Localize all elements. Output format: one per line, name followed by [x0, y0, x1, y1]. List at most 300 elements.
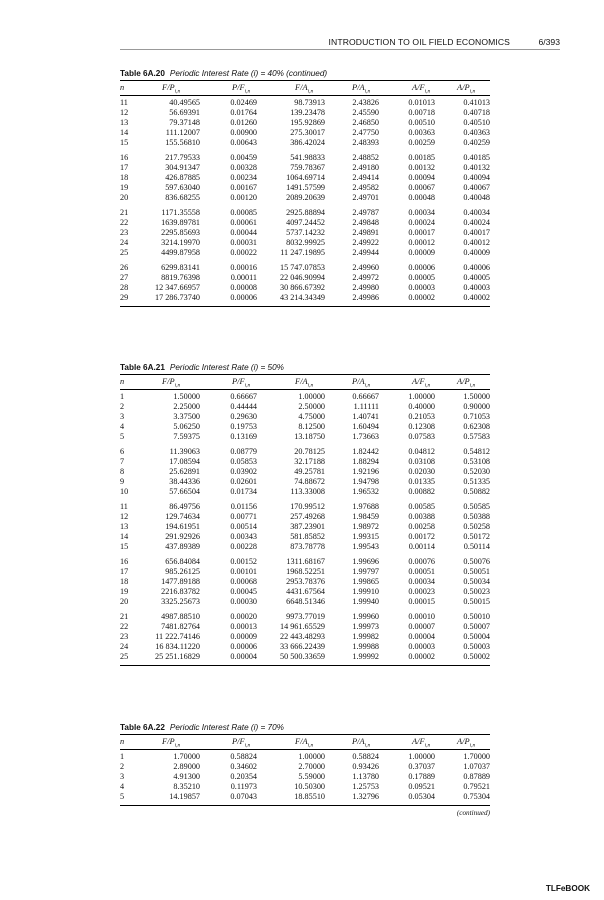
table-cell: 0.00004 — [230, 652, 257, 661]
table-cell: 14.19857 — [169, 792, 200, 801]
table-cell: 0.00004 — [408, 632, 435, 641]
table-cell: 2.50000 — [298, 402, 325, 411]
table-cell: 2953.78376 — [286, 577, 325, 586]
table-cell: 26 — [120, 263, 129, 272]
table-cell: 12 347.66957 — [154, 283, 200, 292]
table-cell: 0.00185 — [408, 153, 435, 162]
column-header-subscript: i,n — [244, 382, 251, 389]
table-cell: 5.06250 — [173, 422, 200, 431]
table-cell: 6648.51346 — [286, 597, 325, 606]
table-title: Periodic Interest Rate (i) = 70% — [169, 723, 284, 732]
table-cell: 1.99315 — [352, 532, 379, 541]
table-cell: 0.03108 — [408, 457, 435, 466]
table-cell: 0.00006 — [230, 642, 257, 651]
table-cell: 25 251.16829 — [154, 652, 200, 661]
table-cell: 291.92926 — [165, 532, 200, 541]
table-cell: 0.00259 — [408, 138, 435, 147]
table-cell: 0.00003 — [408, 283, 435, 292]
table-cell: 24 — [120, 238, 129, 247]
table-cell: 0.00010 — [408, 612, 435, 621]
table-cell: 0.52030 — [463, 467, 490, 476]
table-cell: 0.87889 — [463, 772, 490, 781]
column-header-subscript: i,n — [424, 382, 431, 389]
table-cell: 20.78125 — [294, 447, 325, 456]
table-cell: 0.40510 — [463, 118, 490, 127]
table-cell: 14 — [120, 128, 129, 137]
table-cell: 4499.87958 — [161, 248, 200, 257]
table-cell: 1.99992 — [352, 652, 379, 661]
table-cell: 0.00718 — [408, 108, 435, 117]
continued-note: (continued) — [456, 809, 490, 817]
table-bottom-rule — [120, 306, 490, 307]
table-cell: 1.00000 — [408, 752, 435, 761]
table-cell: 0.66667 — [230, 392, 257, 401]
table-cell: 0.00006 — [408, 263, 435, 272]
table-cell: 0.50076 — [463, 557, 490, 566]
table-cell: 0.09521 — [408, 782, 435, 791]
table-cell: 1639.89781 — [161, 218, 200, 227]
table-row — [120, 412, 490, 422]
table-cell: 30 866.67392 — [279, 283, 325, 292]
table-cell: 16 — [120, 557, 129, 566]
table-cell: 656.84084 — [165, 557, 200, 566]
table-cell: 0.40024 — [463, 218, 490, 227]
table-cell: 0.04812 — [408, 447, 435, 456]
table-6a21 — [120, 361, 490, 666]
table-cell: 50 500.33659 — [279, 652, 325, 661]
table-cell: 33 666.22439 — [279, 642, 325, 651]
table-cell: 541.98833 — [290, 153, 325, 162]
column-header-subscript: i,n — [424, 88, 431, 95]
table-cell: 2.49848 — [352, 218, 379, 227]
table-cell: 0.12308 — [408, 422, 435, 431]
table-cell: 0.37037 — [408, 762, 435, 771]
table-cell: 1.73663 — [352, 432, 379, 441]
table-cell: 0.01013 — [408, 98, 435, 107]
table-cell: 0.00343 — [230, 532, 257, 541]
table-row — [120, 98, 490, 108]
table-cell: 0.00068 — [230, 577, 257, 586]
table-label: Table 6A.21 — [120, 363, 165, 372]
page-number: 6/393 — [538, 37, 560, 47]
column-header-label: P/A — [352, 737, 365, 746]
table-cell: 4.91300 — [173, 772, 200, 781]
table-cell: 24 — [120, 642, 129, 651]
table-cell: 1.97688 — [352, 502, 379, 511]
table-cell: 0.75304 — [463, 792, 490, 801]
table-cell: 0.00009 — [408, 248, 435, 257]
table-cell: 1.25753 — [352, 782, 379, 791]
table-row — [120, 193, 490, 203]
table-row — [120, 248, 490, 258]
table-row — [120, 772, 490, 782]
table-cell: 1.99973 — [352, 622, 379, 631]
table-cell: 0.00067 — [408, 183, 435, 192]
table-row — [120, 597, 490, 607]
table-cell: 0.40006 — [463, 263, 490, 272]
column-header — [352, 737, 370, 749]
table-cell: 22 443.48293 — [279, 632, 325, 641]
table-cell: 8.12500 — [298, 422, 325, 431]
row-group — [120, 96, 490, 151]
column-header — [412, 83, 430, 95]
table-cell: 1477.89188 — [161, 577, 200, 586]
column-header-label: F/P — [162, 377, 175, 386]
table-cell: 0.54812 — [463, 447, 490, 456]
table-cell: 155.56810 — [165, 138, 200, 147]
table-row — [120, 118, 490, 128]
table-cell: 2.49787 — [352, 208, 379, 217]
table-cell: 129.74634 — [165, 512, 200, 521]
column-header — [232, 377, 250, 389]
table-row — [120, 153, 490, 163]
table-cell: 257.49268 — [290, 512, 325, 521]
table-row — [120, 612, 490, 622]
table-cell: 1064.69714 — [286, 173, 325, 182]
table-cell: 0.41013 — [463, 98, 490, 107]
table-cell: 13 — [120, 118, 129, 127]
table-cell: 14 961.65529 — [279, 622, 325, 631]
table-cell: 873.78778 — [290, 542, 325, 551]
table-cell: 0.00172 — [408, 532, 435, 541]
table-row — [120, 532, 490, 542]
table-cell: 0.00009 — [230, 632, 257, 641]
column-header — [295, 83, 313, 95]
table-cell: 0.00048 — [408, 193, 435, 202]
table-cell: 15 — [120, 542, 129, 551]
table-6a22 — [120, 721, 490, 818]
table-cell: 2.48852 — [352, 153, 379, 162]
table-cell: 2.49922 — [352, 238, 379, 247]
table-cell: 11 — [120, 98, 128, 107]
table-cell: 0.00017 — [408, 228, 435, 237]
column-header-label: n — [120, 737, 125, 746]
column-header — [412, 377, 430, 389]
table-title: Periodic Interest Rate (i) = 50% — [169, 363, 284, 372]
table-cell: 2.45590 — [352, 108, 379, 117]
column-header — [457, 83, 475, 95]
table-cell: 74.88672 — [294, 477, 325, 486]
table-cell: 426.87885 — [165, 173, 200, 182]
table-cell: 0.05853 — [230, 457, 257, 466]
column-header-label: P/F — [232, 377, 245, 386]
table-row — [120, 652, 490, 662]
table-cell: 0.00132 — [408, 163, 435, 172]
table-cell: 0.00076 — [408, 557, 435, 566]
column-header-label: A/P — [457, 377, 470, 386]
column-header-label: n — [120, 377, 125, 386]
table-cell: 1311.68167 — [286, 557, 325, 566]
table-cell: 0.00771 — [230, 512, 257, 521]
table-row — [120, 762, 490, 772]
table-cell: 0.00015 — [408, 597, 435, 606]
column-header-label: F/P — [162, 737, 175, 746]
table-cell: 1.99543 — [352, 542, 379, 551]
table-row — [120, 752, 490, 762]
column-header-subscript: i,n — [424, 742, 431, 749]
table-cell: 0.13169 — [230, 432, 257, 441]
table-cell: 1.99940 — [352, 597, 379, 606]
column-header-label: F/A — [295, 83, 308, 92]
column-header — [162, 83, 180, 95]
table-cell: 0.40000 — [408, 402, 435, 411]
table-cell: 0.20354 — [230, 772, 257, 781]
column-header-label: P/F — [232, 83, 245, 92]
column-header-label: F/A — [295, 377, 308, 386]
table-cell: 2.49960 — [352, 263, 379, 272]
table-cell: 0.00643 — [230, 138, 257, 147]
table-cell: 0.40132 — [463, 163, 490, 172]
table-cell: 2.49582 — [352, 183, 379, 192]
table-cell: 0.07043 — [230, 792, 257, 801]
table-row — [120, 283, 490, 293]
column-header-label: A/P — [457, 83, 470, 92]
table-cell: 1.07037 — [463, 762, 490, 771]
column-header-label: n — [120, 83, 125, 92]
table-cell: 0.50882 — [463, 487, 490, 496]
table-cell: 1.32796 — [352, 792, 379, 801]
table-cell: 0.40067 — [463, 183, 490, 192]
table-cell: 2.49986 — [352, 293, 379, 302]
table-cell: 19 — [120, 183, 129, 192]
table-cell: 20 — [120, 597, 129, 606]
table-cell: 17.08594 — [169, 457, 200, 466]
table-cell: 17 286.73740 — [154, 293, 200, 302]
table-caption — [120, 721, 490, 734]
table-cell: 1.50000 — [463, 392, 490, 401]
table-cell: 0.11973 — [230, 782, 257, 791]
table-row — [120, 208, 490, 218]
column-header-subscript: i,n — [469, 88, 476, 95]
table-cell: 0.40009 — [463, 248, 490, 257]
table-cell: 9973.77019 — [286, 612, 325, 621]
table-cell: 22 — [120, 218, 129, 227]
table-cell: 0.00024 — [408, 218, 435, 227]
column-header-subscript: i,n — [174, 88, 181, 95]
table-row — [120, 228, 490, 238]
table-cell: 0.00114 — [408, 542, 435, 551]
table-cell: 16 834.11220 — [155, 642, 200, 651]
table-cell: 0.40363 — [463, 128, 490, 137]
table-cell: 0.00459 — [230, 153, 257, 162]
table-cell: 0.00034 — [408, 577, 435, 586]
table-caption — [120, 361, 490, 374]
table-cell: 1.99982 — [352, 632, 379, 641]
table-cell: 0.02030 — [408, 467, 435, 476]
column-header — [295, 377, 313, 389]
table-cell: 0.01734 — [230, 487, 257, 496]
table-cell: 113.33008 — [290, 487, 325, 496]
column-header-label: P/A — [352, 83, 365, 92]
table-cell: 0.29630 — [230, 412, 257, 421]
table-cell: 0.50051 — [463, 567, 490, 576]
footer-brand: TLFeBOOK — [545, 884, 590, 893]
table-row — [120, 402, 490, 412]
table-cell: 0.40259 — [463, 138, 490, 147]
table-cell: 0.00002 — [408, 293, 435, 302]
table-cell: 1491.57599 — [286, 183, 325, 192]
table-cell: 0.53108 — [463, 457, 490, 466]
table-cell: 1.99988 — [352, 642, 379, 651]
table-cell: 5 — [120, 792, 125, 801]
table-cell: 0.93426 — [352, 762, 379, 771]
table-cell: 25 — [120, 652, 129, 661]
table-cell: 1.88294 — [352, 457, 379, 466]
table-cell: 0.01260 — [230, 118, 257, 127]
table-cell: 759.78367 — [290, 163, 325, 172]
table-cell: 49.25781 — [294, 467, 325, 476]
row-group — [120, 500, 490, 555]
table-cell: 1.94798 — [352, 477, 379, 486]
table-row — [120, 577, 490, 587]
table-cell: 1 — [120, 392, 125, 401]
table-row — [120, 457, 490, 467]
column-header-label: A/F — [412, 737, 425, 746]
table-cell: 22 — [120, 622, 129, 631]
table-cell: 0.40034 — [463, 208, 490, 217]
table-cell: 2.49980 — [352, 283, 379, 292]
column-header-subscript: i,n — [174, 742, 181, 749]
table-row — [120, 502, 490, 512]
table-label: Table 6A.22 — [120, 723, 165, 732]
table-cell: 43 214.34349 — [279, 293, 325, 302]
table-cell: 4431.67564 — [286, 587, 325, 596]
table-cell: 0.00120 — [230, 193, 257, 202]
table-row — [120, 273, 490, 283]
table-cell: 597.63040 — [165, 183, 200, 192]
column-header — [412, 737, 430, 749]
column-header — [457, 737, 475, 749]
table-cell: 985.26125 — [165, 567, 200, 576]
table-cell: 28 — [120, 283, 129, 292]
table-cell: 0.00094 — [408, 173, 435, 182]
column-header — [162, 737, 180, 749]
table-cell: 1.82442 — [352, 447, 379, 456]
table-cell: 0.00011 — [230, 273, 257, 282]
table-cell: 20 — [120, 193, 129, 202]
table-cell: 19 — [120, 587, 129, 596]
table-cell: 0.00900 — [230, 128, 257, 137]
table-cell: 14 — [120, 532, 129, 541]
table-cell: 0.50003 — [463, 642, 490, 651]
table-cell: 1.50000 — [173, 392, 200, 401]
table-cell: 0.00585 — [408, 502, 435, 511]
table-cell: 1.00000 — [298, 392, 325, 401]
column-header — [232, 737, 250, 749]
table-row — [120, 422, 490, 432]
table-cell: 1968.52251 — [286, 567, 325, 576]
table-cell: 16 — [120, 153, 129, 162]
table-row — [120, 622, 490, 632]
table-cell: 0.00061 — [230, 218, 257, 227]
table-bottom-rule — [120, 665, 490, 666]
table-cell: 0.17889 — [408, 772, 435, 781]
column-header — [120, 83, 124, 92]
column-header-subscript: i,n — [307, 742, 314, 749]
column-header-label: A/P — [457, 737, 470, 746]
table-cell: 2 — [120, 762, 125, 771]
table-cell: 2.48393 — [352, 138, 379, 147]
table-cell: 0.00016 — [230, 263, 257, 272]
table-cell: 0.40003 — [463, 283, 490, 292]
row-group — [120, 750, 490, 805]
table-cell: 0.40094 — [463, 173, 490, 182]
continued-wrap — [120, 806, 490, 818]
table-cell: 0.19753 — [230, 422, 257, 431]
table-cell: 4 — [120, 422, 125, 431]
table-cell: 3325.25673 — [161, 597, 200, 606]
table-cell: 0.00007 — [408, 622, 435, 631]
table-cell: 0.90000 — [463, 402, 490, 411]
table-row — [120, 512, 490, 522]
row-group — [120, 206, 490, 261]
table-cell: 0.05304 — [408, 792, 435, 801]
table-row — [120, 567, 490, 577]
table-cell: 7481.82764 — [161, 622, 200, 631]
column-header — [120, 377, 124, 386]
table-cell: 40.49565 — [169, 98, 200, 107]
table-cell: 1.99865 — [352, 577, 379, 586]
table-row — [120, 263, 490, 273]
column-header-subscript: i,n — [469, 742, 476, 749]
table-cell: 22 046.90994 — [279, 273, 325, 282]
table-row — [120, 238, 490, 248]
table-cell: 386.42024 — [290, 138, 325, 147]
column-header-label: A/F — [412, 83, 425, 92]
table-cell: 2295.85693 — [161, 228, 200, 237]
table-cell: 0.00258 — [408, 522, 435, 531]
table-cell: 275.30017 — [290, 128, 325, 137]
column-headers — [120, 735, 490, 749]
table-cell: 1.99960 — [352, 612, 379, 621]
table-cell: 3 — [120, 412, 125, 421]
column-header-subscript: i,n — [307, 88, 314, 95]
table-cell: 1.70000 — [173, 752, 200, 761]
table-cell: 2.47750 — [352, 128, 379, 137]
column-header-subscript: i,n — [244, 88, 251, 95]
table-row — [120, 487, 490, 497]
table-row — [120, 108, 490, 118]
column-header-label: P/A — [352, 377, 365, 386]
table-cell: 0.50388 — [463, 512, 490, 521]
table-cell: 0.57583 — [463, 432, 490, 441]
row-group — [120, 610, 490, 665]
column-header-label: P/F — [232, 737, 245, 746]
table-cell: 217.79533 — [165, 153, 200, 162]
row-group — [120, 151, 490, 206]
table-cell: 437.89389 — [165, 542, 200, 551]
table-cell: 0.58824 — [352, 752, 379, 761]
table-cell: 0.79521 — [463, 782, 490, 791]
table-title: Periodic Interest Rate (i) = 40% (continued) — [169, 69, 328, 78]
column-header — [457, 377, 475, 389]
table-row — [120, 542, 490, 552]
table-row — [120, 163, 490, 173]
table-cell: 581.85852 — [290, 532, 325, 541]
column-header-subscript: i,n — [364, 382, 371, 389]
table-cell: 0.00363 — [408, 128, 435, 137]
table-cell: 2.89000 — [173, 762, 200, 771]
table-cell: 0.50034 — [463, 577, 490, 586]
table-cell: 0.44444 — [230, 402, 257, 411]
table-cell: 15 — [120, 138, 129, 147]
table-cell: 0.00008 — [230, 283, 257, 292]
table-cell: 1.70000 — [463, 752, 490, 761]
table-cell: 0.50172 — [463, 532, 490, 541]
table-cell: 5737.14232 — [286, 228, 325, 237]
table-cell: 304.91347 — [165, 163, 200, 172]
table-cell: 0.50023 — [463, 587, 490, 596]
